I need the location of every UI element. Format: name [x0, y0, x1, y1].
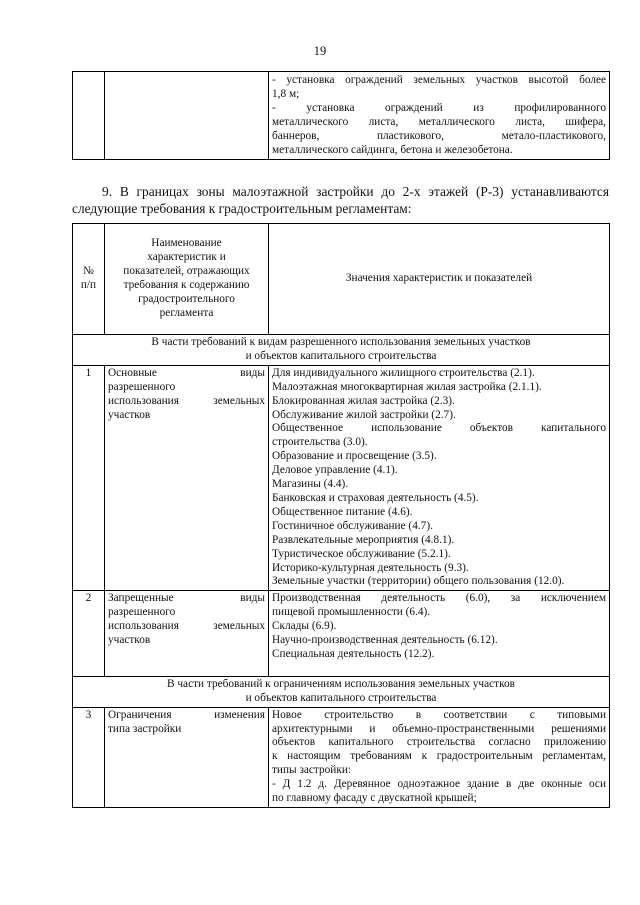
row-number: 1: [73, 365, 105, 591]
section-row-restrictions: [73, 676, 610, 707]
section-heading: 9. В границах зоны малоэтажной застройки до 2-х этажей (Р-3) устанавливаются следующие требования к градостроительным регламентам:: [72, 184, 609, 216]
row-name-cell: Ограничения изменения типа застройки: [105, 707, 269, 807]
text-line: - установка ограждений из профилированного: [272, 101, 606, 114]
continuation-table: [72, 71, 610, 160]
requirements-table: [72, 223, 610, 808]
page-number: 19: [313, 44, 327, 58]
name-cell: [105, 72, 269, 160]
text-line: - установка ограждений земельных участков высотой более: [272, 74, 606, 86]
row-number: 2: [73, 591, 105, 677]
section-title: В части требований к ограничениям использования земельных участков и объектов капитального строительства: [73, 676, 610, 707]
text-line: металлического сайдинга, бетона и железобетона.: [272, 143, 513, 156]
table-row: [73, 72, 610, 160]
num-cell: [73, 72, 105, 160]
header-num-cell: № п/п: [73, 224, 105, 335]
row-number: 3: [73, 707, 105, 807]
header-values-cell: Значения характеристик и показателей: [269, 224, 610, 335]
text-line: металлического листа, металлического листа, шифера,: [272, 115, 606, 128]
row-name-cell: Основные виды разрешенного использования земельных участков: [105, 365, 269, 591]
row-values-cell: Производственная деятельность (6.0), за исключением пищевой промышленности (6.4). Склады (6.9). Научно-производственная деятельность (6.12). Специальная деятельность (12.2).: [269, 591, 610, 677]
header-name-cell: Наименование характеристик и показателей, отражающих требования к содержанию градостроительного регламента: [105, 224, 269, 335]
row-name-cell: Запрещенные виды разрешенного использования земельных участков: [105, 591, 269, 677]
table-row: [73, 365, 610, 591]
section-row-permitted-use: [73, 335, 610, 366]
table-header-row: [73, 224, 610, 335]
text-line: баннеров, пластикового, метало-пластикового,: [272, 129, 606, 142]
section-title: В части требований к видам разрешенного использования земельных участков и объектов капитального строительства: [73, 335, 610, 366]
row-values-cell: Новое строительство в соответствии с типовыми архитектурными и объемно-пространственными решениями объектов капитального строительства согласно приложению к настоящим требованиям к градостроительным регламентам, типы застройки: - Д 1.2 д. Деревянное одноэтажное здание в две оконные оси по главному фасаду с двускатной крышей;: [269, 707, 610, 807]
table-row: [73, 707, 610, 807]
row-values-cell: Для индивидуального жилищного строительства (2.1). Малоэтажная многоквартирная жилая застройка (2.1.1). Блокированная жилая застройка (2.3). Обслуживание жилой застройки (2.7). Общественное использование объектов капитального строительства (3.0). Образование и просвещение (3.5). Деловое управление (4.1). Магазины (4.4). Банковская и страховая деятельность (4.5). Общественное питание (4.6). Гостиничное обслуживание (4.7). Развлекательные мероприятия (4.8.1). Туристическое обслуживание (5.2.1). Историко-культурная деятельность (9.3). Земельные участки (территории) общего пользования (12.0).: [269, 365, 610, 591]
table-row: [73, 591, 610, 677]
values-cell: [269, 72, 610, 160]
text-line: 1,8 м;: [272, 87, 300, 100]
